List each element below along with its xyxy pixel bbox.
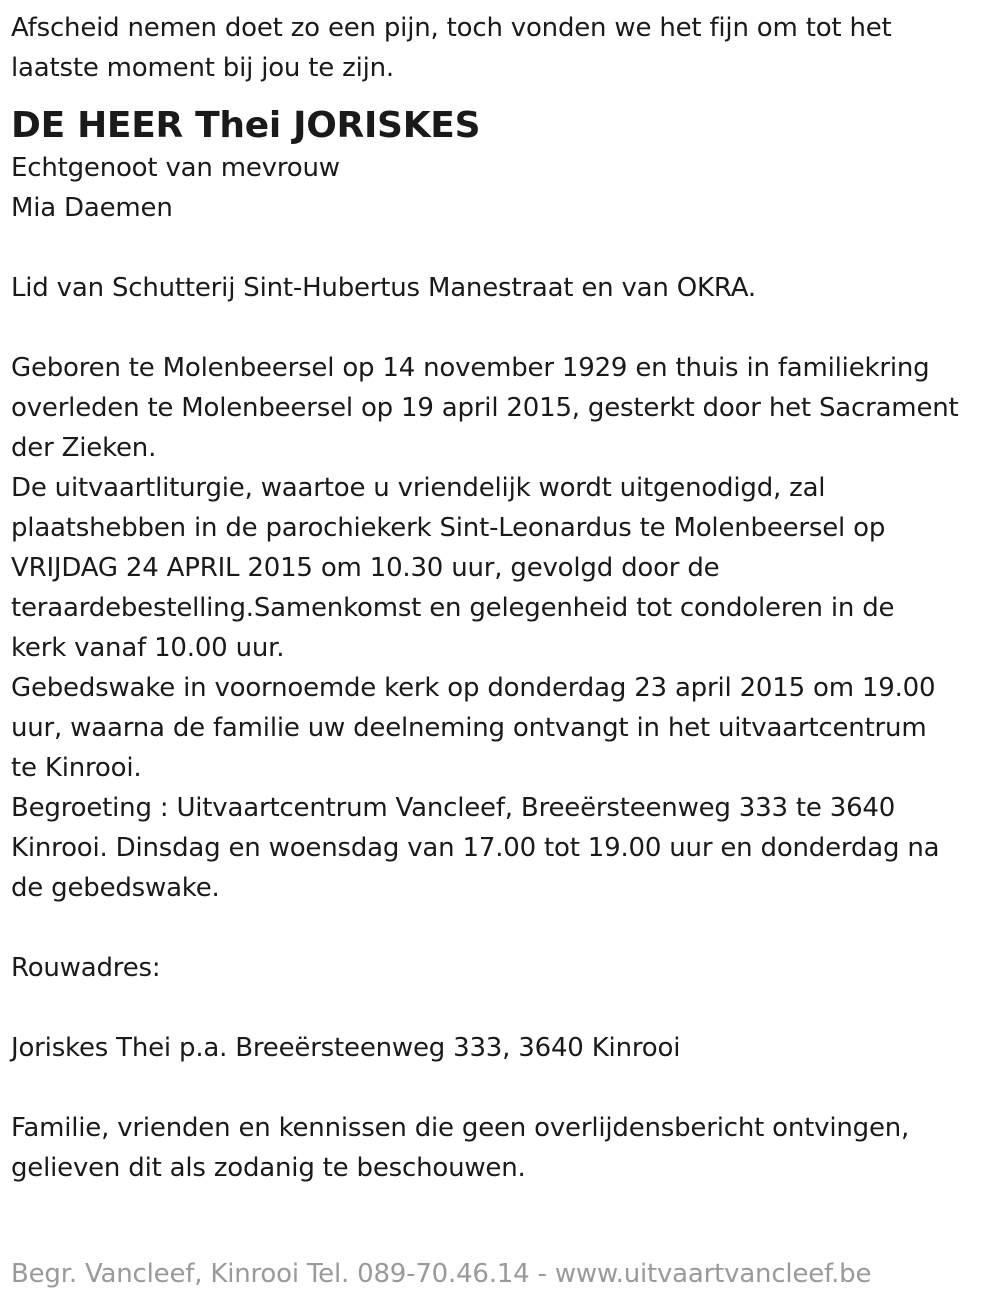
mourning-address: Joriskes Thei p.a. Breeërsteenweg 333, 3640 Kinrooi [11, 1033, 681, 1063]
deceased-name: DE HEER Thei JORISKES [11, 105, 481, 146]
details-line: der Zieken. [11, 433, 157, 463]
spouse-line-2: Mia Daemen [11, 193, 173, 223]
details-line: De uitvaartliturgie, waartoe u vriendelijk wordt uitgenodigd, zal [11, 473, 826, 503]
closing-line-1: Familie, vrienden en kennissen die geen overlijdensbericht ontvingen, [11, 1113, 910, 1143]
details-line: Geboren te Molenbeersel op 14 november 1929 en thuis in familiekring [11, 353, 930, 383]
details-line: Kinrooi. Dinsdag en woensdag van 17.00 tot 19.00 uur en donderdag na [11, 833, 940, 863]
spacer [11, 988, 996, 1028]
details-line: te Kinrooi. [11, 753, 142, 783]
details-line: VRIJDAG 24 APRIL 2015 om 10.30 uur, gevolgd door de [11, 553, 720, 583]
membership-line: Lid van Schutterij Sint-Hubertus Manestraat en van OKRA. [11, 273, 756, 303]
details-line: teraardebestelling.Samenkomst en gelegenheid tot condoleren in de [11, 593, 895, 623]
spacer [11, 308, 996, 348]
intro-line-2: laatste moment bij jou te zijn. [11, 53, 394, 83]
details-line: plaatshebben in de parochiekerk Sint-Leonardus te Molenbeersel op [11, 513, 886, 543]
details-line: overleden te Molenbeersel op 19 april 2015, gesterkt door het Sacrament [11, 393, 959, 423]
spacer [11, 228, 996, 268]
obituary-notice [11, 8, 996, 1188]
mourning-address-label: Rouwadres: [11, 953, 161, 983]
spouse-line-1: Echtgenoot van mevrouw [11, 153, 340, 183]
details-line: Begroeting : Uitvaartcentrum Vancleef, Breeërsteenweg 333 te 3640 [11, 793, 896, 823]
spacer [11, 1068, 996, 1108]
closing-line-2: gelieven dit als zodanig te beschouwen. [11, 1153, 526, 1183]
details-line: uur, waarna de familie uw deelneming ontvangt in het uitvaartcentrum [11, 713, 927, 743]
spacer [11, 908, 996, 948]
details-line: Gebedswake in voornoemde kerk op donderdag 23 april 2015 om 19.00 [11, 673, 936, 703]
footer-contact: Begr. Vancleef, Kinrooi Tel. 089-70.46.14 - www.uitvaartvancleef.be [11, 1259, 872, 1289]
details-block [11, 348, 996, 908]
details-line: de gebedswake. [11, 873, 220, 903]
details-line: kerk vanaf 10.00 uur. [11, 633, 285, 663]
intro-line-1: Afscheid nemen doet zo een pijn, toch vonden we het fijn om tot het [11, 13, 892, 43]
